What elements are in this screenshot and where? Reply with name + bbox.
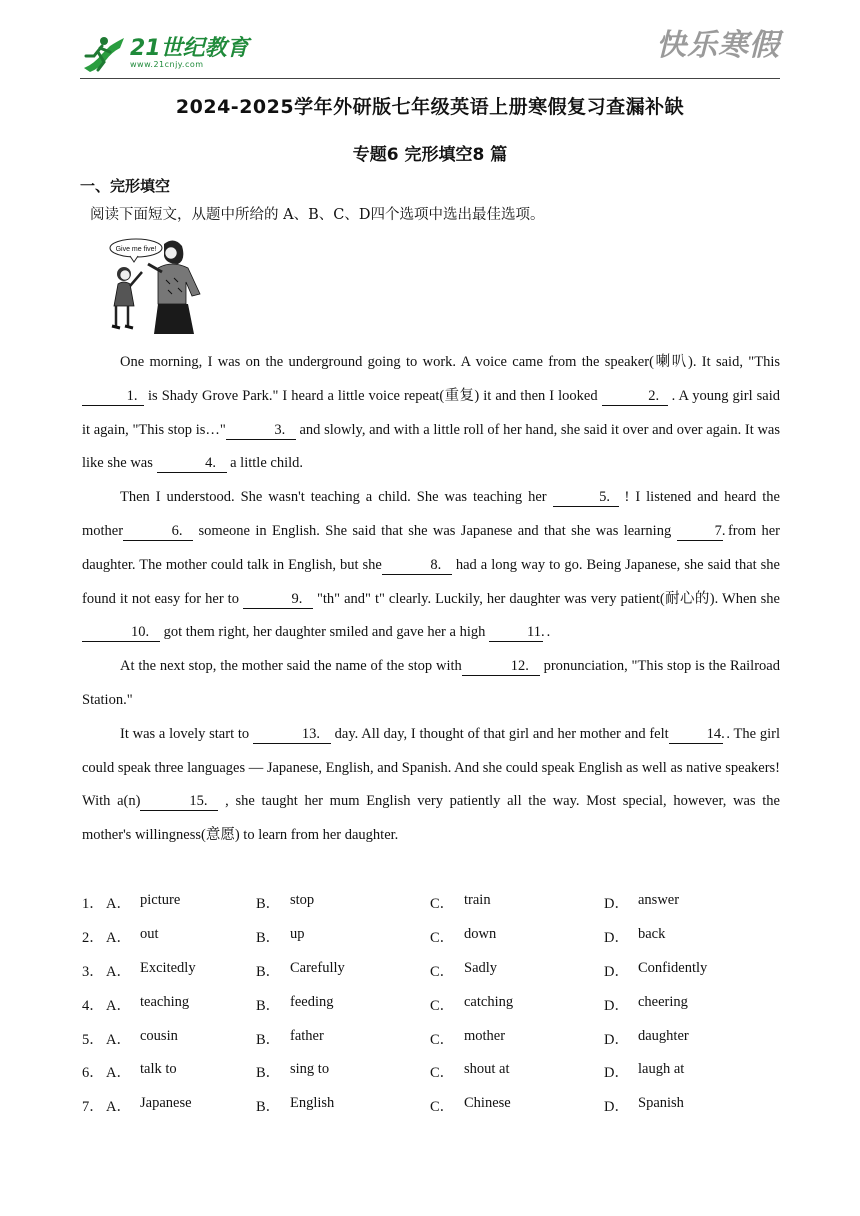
option-label: A．	[106, 1099, 131, 1116]
question-number: 2．	[82, 930, 104, 947]
question-options	[82, 886, 780, 1123]
option-label: D．	[604, 997, 629, 1014]
option-text: back	[638, 926, 666, 943]
question-row	[82, 1089, 780, 1123]
brand-url: www.21cnjy.com	[130, 60, 204, 69]
page-header	[80, 20, 780, 80]
option-c[interactable]	[430, 1028, 604, 1049]
blank-6: 6.	[123, 522, 193, 541]
option-text: train	[464, 892, 491, 909]
option-d[interactable]	[604, 1028, 778, 1049]
question-row	[82, 987, 780, 1021]
option-text: Sadly	[464, 959, 498, 976]
option-text: Spanish	[638, 1095, 684, 1112]
option-label: A．	[106, 896, 131, 913]
option-c[interactable]	[430, 926, 604, 947]
option-c[interactable]	[430, 960, 604, 981]
blank-10: 10.	[82, 623, 160, 642]
option-d[interactable]	[604, 994, 778, 1015]
option-d[interactable]	[604, 892, 778, 913]
question-number: 6．	[82, 1065, 104, 1082]
option-text: daughter	[638, 1027, 689, 1044]
option-label: B．	[256, 896, 281, 913]
option-text: Carefully	[290, 959, 345, 976]
option-label: C．	[430, 1031, 455, 1048]
blank-5: 5.	[553, 488, 619, 507]
brand-name: 21世纪教育	[130, 36, 249, 61]
option-b[interactable]	[256, 1061, 430, 1082]
option-label: D．	[604, 896, 629, 913]
option-text: shout at	[464, 1061, 510, 1078]
option-d[interactable]	[604, 960, 778, 981]
option-label: D．	[604, 963, 629, 980]
option-label: B．	[256, 997, 281, 1014]
blank-1: 1.	[82, 387, 144, 406]
option-label: C．	[430, 963, 455, 980]
instruction-text: 阅读下面短文，从题中所给的 A、B、C、D四个选项中选出最佳选项。	[90, 207, 545, 223]
option-text: teaching	[140, 993, 190, 1010]
blank-14: 14.	[669, 725, 723, 744]
blank-2: 2.	[602, 387, 668, 406]
option-c[interactable]	[430, 1061, 604, 1082]
question-number: 7．	[82, 1099, 104, 1116]
speech-bubble-text: Give me five!	[115, 246, 157, 253]
option-b[interactable]	[256, 926, 430, 947]
paragraph-3: At the next stop, the mother said the name of the stop with 12. pronunciation, "This stop is the Railroad Station."	[82, 658, 780, 708]
question-row	[82, 954, 780, 988]
paragraph-1: One morning, I was on the underground going to work. A voice came from the speaker(喇叭). It said, "This1. is Shady Grove Park." I heard a little voice repeat(重复) it and then I looked 2. . A young girl said it again, "This stop is…" 3. and slowly, and with a little roll of her hand, she said it over and over again. It was like she was 4. a little child.	[82, 354, 781, 472]
question-row	[82, 1055, 780, 1089]
option-label: A．	[106, 997, 131, 1014]
option-label: C．	[430, 1099, 455, 1116]
option-label: C．	[430, 1065, 455, 1082]
option-a[interactable]	[106, 1095, 256, 1116]
option-label: C．	[430, 930, 455, 947]
holiday-logo: 快乐寒假	[656, 28, 780, 63]
blank-8: 8.	[382, 556, 452, 575]
option-label: A．	[106, 1065, 131, 1082]
option-text: Chinese	[464, 1095, 511, 1112]
option-text: cousin	[140, 1027, 178, 1044]
option-label: D．	[604, 930, 629, 947]
option-label: B．	[256, 1099, 281, 1116]
blank-9: 9.	[243, 590, 313, 609]
page-subtitle: 专题6 完形填空8 篇	[352, 145, 508, 165]
option-b[interactable]	[256, 892, 430, 913]
option-a[interactable]	[106, 994, 256, 1015]
option-c[interactable]	[430, 994, 604, 1015]
option-text: English	[290, 1095, 335, 1112]
option-d[interactable]	[604, 1061, 778, 1082]
option-label: B．	[256, 1031, 281, 1048]
option-text: father	[290, 1027, 324, 1044]
blank-15: 15.	[140, 792, 218, 811]
option-b[interactable]	[256, 1095, 430, 1116]
option-a[interactable]	[106, 926, 256, 947]
blank-3: 3.	[226, 421, 296, 440]
section-heading: 一、完形填空	[80, 177, 171, 195]
option-label: A．	[106, 930, 131, 947]
option-label: B．	[256, 963, 281, 980]
option-d[interactable]	[604, 926, 778, 947]
question-number: 1．	[82, 896, 104, 913]
option-a[interactable]	[106, 1028, 256, 1049]
option-text: out	[140, 926, 159, 943]
option-c[interactable]	[430, 1095, 604, 1116]
option-text: answer	[638, 892, 680, 909]
option-text: Japanese	[140, 1095, 192, 1112]
option-d[interactable]	[604, 1095, 778, 1116]
option-text: down	[464, 926, 497, 943]
option-text: laugh at	[638, 1061, 685, 1078]
option-text: Excitedly	[140, 959, 196, 976]
option-label: C．	[430, 997, 455, 1014]
question-number: 5．	[82, 1031, 104, 1048]
blank-13: 13.	[253, 725, 331, 744]
question-row	[82, 886, 780, 920]
paragraph-2: Then I understood. She wasn't teaching a child. She was teaching her 5. ! I listened and heard the mother 6. someone in English. She said that she was Japanese and that she was learning 7. from her daughter. The mother could talk in English, but she 8. had a long way to go. Being Japanese, she said that she found it not easy for her to 9. "th" and" t" clearly. Luckily, her daughter was very patient(耐心的). When she 10. got them right, her daughter smiled and gave her a high 11. .	[82, 489, 781, 641]
option-c[interactable]	[430, 892, 604, 913]
blank-7: 7.	[677, 522, 723, 541]
option-text: Confidently	[638, 959, 708, 976]
option-a[interactable]	[106, 960, 256, 981]
question-row	[82, 920, 780, 954]
option-a[interactable]	[106, 892, 256, 913]
option-label: B．	[256, 930, 281, 947]
option-text: picture	[140, 892, 181, 909]
option-label: A．	[106, 963, 131, 980]
option-text: feeding	[290, 993, 334, 1010]
runner-logo-icon	[80, 34, 126, 74]
option-label: D．	[604, 1031, 629, 1048]
option-label: A．	[106, 1031, 131, 1048]
option-label: D．	[604, 1065, 629, 1082]
option-b[interactable]	[256, 960, 430, 981]
blank-11: 11.	[489, 623, 543, 642]
question-row	[82, 1021, 780, 1055]
option-text: sing to	[290, 1061, 330, 1078]
page-title: 2024-2025学年外研版七年级英语上册寒假复习查漏补缺	[175, 96, 685, 118]
option-text: catching	[464, 993, 514, 1010]
option-b[interactable]	[256, 994, 430, 1015]
option-text: stop	[290, 892, 315, 909]
option-text: up	[290, 926, 305, 943]
cloze-passage	[82, 346, 780, 853]
question-number: 4．	[82, 997, 104, 1014]
blank-12: 12.	[462, 657, 540, 676]
option-label: B．	[256, 1065, 281, 1082]
option-text: mother	[464, 1027, 506, 1044]
option-label: D．	[604, 1099, 629, 1116]
paragraph-4: It was a lovely start to 13. day. All day, I thought of that girl and her mother and felt 14. . The girl could speak three languages — Japanese, English, and Spanish. And she could speak English as well as native speakers! With a(n) 15. , she taught her mum English very patiently all the way. Most special, however, was the mother's willingness(意愿) to learn from her daughter.	[82, 725, 780, 844]
blank-4: 4.	[157, 454, 227, 473]
brand-logo	[80, 34, 249, 74]
option-a[interactable]	[106, 1061, 256, 1082]
option-text: cheering	[638, 993, 688, 1010]
question-number: 3．	[82, 963, 104, 980]
option-label: C．	[430, 896, 455, 913]
header-divider	[80, 78, 780, 79]
option-text: talk to	[140, 1061, 177, 1078]
option-b[interactable]	[256, 1028, 430, 1049]
mother-daughter-illustration	[108, 234, 212, 336]
